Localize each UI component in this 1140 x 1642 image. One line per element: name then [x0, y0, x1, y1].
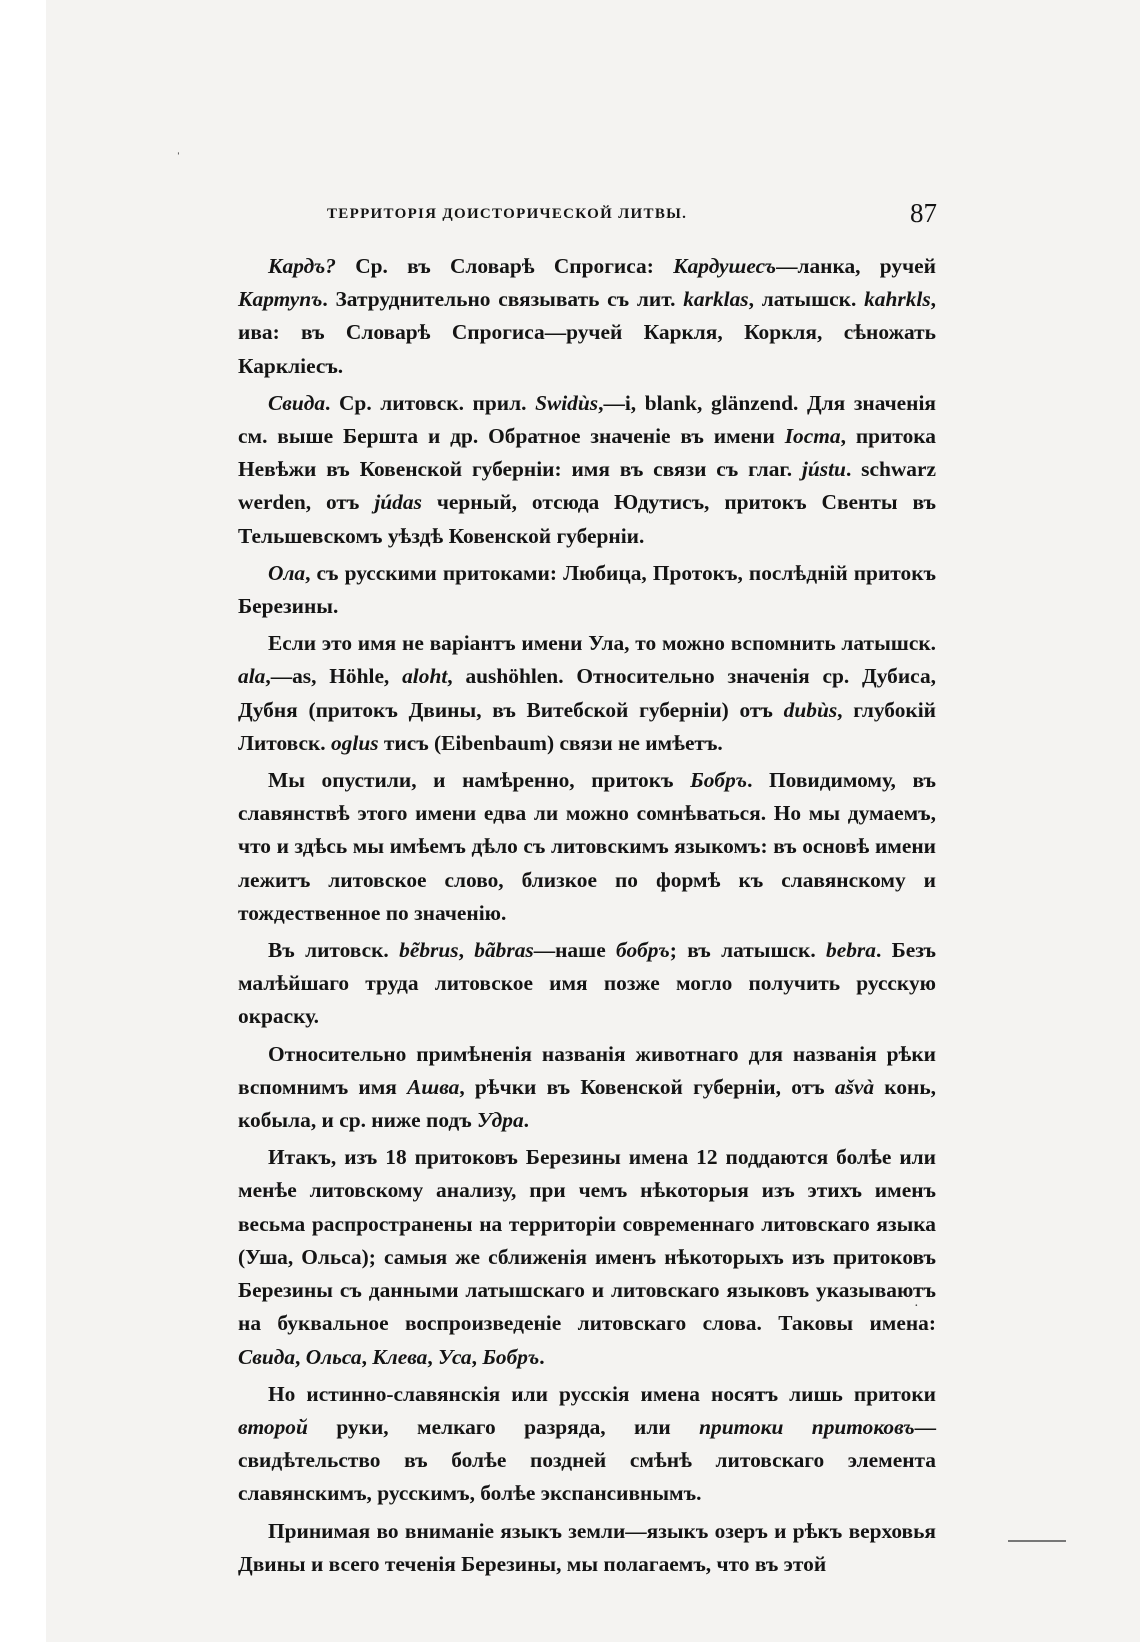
italic-term: oglus [330, 730, 379, 755]
scan-speck: · [914, 1299, 919, 1314]
text-run: , [295, 1344, 306, 1369]
italic-term: Бобръ [482, 1344, 540, 1369]
italic-term: dubùs [783, 697, 838, 722]
text-run: Въ литовск. [268, 938, 400, 963]
italic-term: Картупъ [238, 287, 323, 312]
italic-term: bẽbrus [399, 938, 459, 963]
italic-term: ašvà [834, 1074, 875, 1099]
italic-term: bãbras [474, 938, 534, 963]
text-run: , глубокій Литовск. [238, 697, 937, 755]
text-run: тисъ (Eibenbaum) связи не имѣетъ. [378, 730, 723, 755]
italic-term: Іоста [784, 424, 841, 449]
paragraph [238, 627, 936, 760]
text-run: конь, кобыла, и ср. ниже подъ [238, 1074, 937, 1133]
text-run: . [523, 1108, 530, 1133]
italic-term: Клева [372, 1344, 428, 1369]
italic-term: bebra [826, 938, 876, 963]
text-run: —наше [533, 938, 617, 963]
text-run: Относительно примѣненія названія животнаго для названія рѣки вспомнимъ имя [238, 1041, 936, 1099]
italic-term: Кардушесъ [673, 254, 777, 278]
text-run: Но истинно-славянскія или русскія имена носятъ лишь притоки [268, 1381, 936, 1406]
italic-term: бобръ [616, 938, 670, 963]
text-run: , латышск. [748, 287, 865, 312]
text-run: . schwarz werden, отъ [238, 457, 936, 515]
page-number: 87 [910, 198, 937, 228]
text-run: , [361, 1344, 373, 1369]
text-run: ,—as, Höhle, [265, 664, 403, 689]
paragraph [238, 1378, 936, 1511]
italic-term: Бобръ [690, 768, 748, 793]
text-run: , [471, 1344, 483, 1369]
italic-term: Свида [268, 390, 326, 415]
page-header [327, 198, 937, 232]
text-run: Принимая во вниманіе языкъ земли—языкъ озеръ и рѣкъ верховья Двины и всего теченія Березины, мы полагаемъ, что въ этой [238, 1518, 936, 1576]
text-run: —ланка, ручей [776, 254, 936, 278]
running-title: ТЕРРИТОРІЯ ДОИСТОРИЧЕСКОЙ ЛИТВЫ. [327, 206, 688, 222]
italic-term: júdas [374, 490, 422, 515]
text-run: Мы опустили, и намѣренно, притокъ [268, 768, 691, 793]
text-run: , съ русскими притоками: Любица, Протокъ, послѣдній притокъ Березины. [238, 560, 936, 619]
italic-term: aloht [402, 664, 448, 689]
text-run: черный, отсюда Юдутисъ, притокъ Свенты въ Тельшевскомъ уѣздѣ Ковенской губерніи. [238, 490, 936, 548]
text-run: руки, мелкаго разряда, или [307, 1414, 700, 1439]
text-run: , [458, 938, 475, 963]
body-text [238, 250, 936, 1585]
paragraph [238, 1515, 936, 1581]
text-run: . Безъ малѣйшаго труда литовское имя позже могло получить русскую окраску. [238, 938, 936, 1029]
paragraph [238, 1038, 936, 1138]
italic-term: Swidùs [535, 390, 599, 415]
paragraph [238, 934, 936, 1034]
italic-term: притоки притоковъ [699, 1414, 915, 1439]
italic-term: Ола [268, 560, 306, 585]
paragraph [238, 557, 936, 623]
italic-term: Ольса [305, 1344, 362, 1369]
scan-margin [0, 0, 46, 1642]
text-run: Ср. въ Словарѣ Спрогиса: [335, 254, 674, 278]
text-run: , притока Невѣжи въ Ковенской губерніи: имя въ связи съ глаг. [238, 424, 936, 482]
italic-term: ala [238, 664, 266, 689]
paragraph [238, 387, 936, 553]
italic-term: Свида [238, 1344, 296, 1369]
italic-term: второй [238, 1414, 308, 1439]
italic-term: Уса [438, 1344, 472, 1369]
text-run: . [539, 1344, 545, 1369]
paragraph [238, 250, 936, 383]
italic-term: kahrkls [864, 287, 931, 312]
text-run: . Затруднительно связывать съ лит. [322, 287, 684, 312]
footer-rule [1008, 1540, 1066, 1542]
italic-term: karklas [683, 287, 749, 312]
text-run: . Повидимому, въ славянствѣ этого имени едва ли можно сомнѣваться. Но мы думаемъ, что и здѣсь мы имѣемъ дѣло съ литовскимъ языкомъ: въ основѣ имени лежитъ литовское слово, близкое по формѣ къ славянскому и тождественное по значенію. [238, 768, 936, 925]
text-run: , рѣчки въ Ковенской губерніи, отъ [459, 1074, 835, 1099]
italic-term: Ашва [407, 1074, 460, 1099]
text-run: —свидѣтельство въ болѣе поздней смѣнѣ литовскаго элемента славянскимъ, русскимъ, болѣе экспансивнымъ. [238, 1414, 936, 1506]
text-run: , aushöhlen. Относительно значенія ср. Дубиса, Дубня (притокъ Двины, въ Витебской губерніи) отъ [238, 664, 936, 722]
text-run: , ива: въ Словарѣ Спрогиса—ручей Каркля, Коркля, сѣножать Каркліесъ. [238, 287, 937, 378]
paragraph [238, 1141, 936, 1373]
text-run: Итакъ, изъ 18 притоковъ Березины имена 12 поддаются болѣе или менѣе литовскому анализу, при чемъ нѣкоторыя изъ этихъ именъ весьма распространены на территоріи современнаго литовскаго языка (Уша, Ольса); самыя же сближенія именъ нѣкоторыхъ изъ притоковъ Березины съ данными латышскаго и литовскаго языковъ указываютъ на буквальное воспроизведеніе литовскаго слова. Таковы имена: [238, 1145, 936, 1336]
italic-term: Кардъ? [268, 254, 336, 278]
text-run: ; въ латышск. [669, 938, 827, 963]
text-run: , [427, 1344, 439, 1369]
paragraph [238, 764, 936, 930]
text-run: . Ср. литовск. прил. [325, 390, 536, 415]
italic-term: jústu [801, 457, 846, 482]
scan-speck: ˈ [176, 151, 181, 166]
text-run: Если это имя не варіантъ имени Ула, то можно вспомнить латышск. [268, 631, 936, 656]
text-run: ,—i, blank, glänzend. Для значенія см. выше Бершта и др. Обратное значеніе въ имени [238, 390, 936, 449]
italic-term: Удра [477, 1108, 524, 1133]
